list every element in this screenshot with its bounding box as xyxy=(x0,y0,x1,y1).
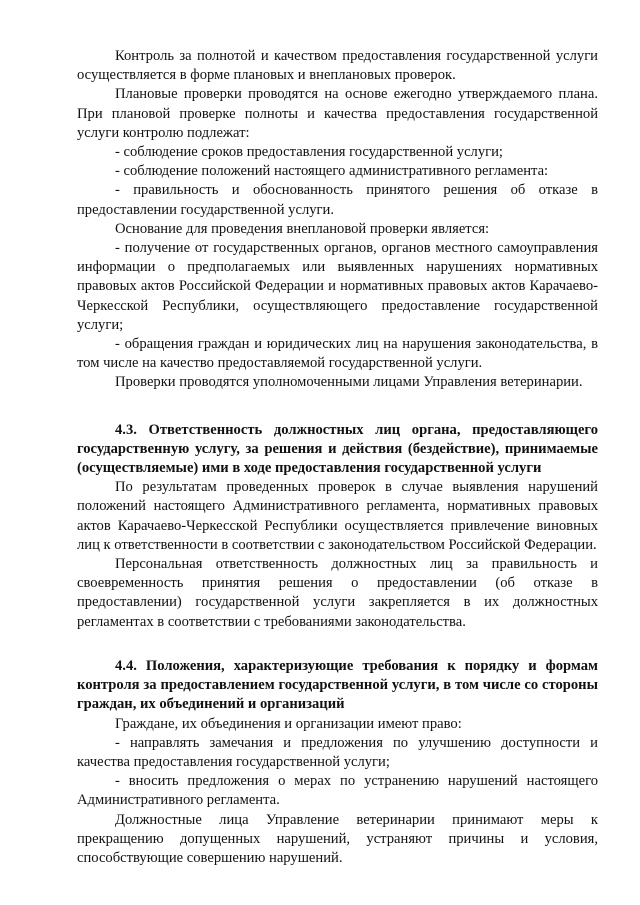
paragraph-inspectors: Проверки проводятся уполномоченными лицами Управления ветеринарии. xyxy=(115,374,583,391)
paragraph-citizen-rights: Граждане, их объединения и организации имеют право: xyxy=(115,715,462,732)
paragraph-planned-inspections: Плановые проверки проводятся на основе ежегодно утверждаемого плана. При плановой проверке полноты и качества предоставления государственной услуги контролю подлежат: xyxy=(77,86,598,141)
list-item-deadlines: - соблюдение сроков предоставления государственной услуги; xyxy=(115,144,503,161)
document-page xyxy=(77,47,598,868)
paragraph-inspection-results: По результатам проведенных проверок в случае выявления нарушений положений настоящего Административного регламента, нормативных правовых актов Карачаево-Черкесской Республики осуществляется привлечение виновных лиц к ответственности в соответствии с законодательством Российской Федерации. xyxy=(77,479,598,553)
section-heading-4-3: 4.3. Ответственность должностных лиц органа, предоставляющего государственную услугу, за решения и действия (бездействие), принимаемые (осуществляемые) ими в ходе предоставления государственной услуги xyxy=(77,421,598,477)
section-spacer xyxy=(77,393,598,421)
list-item-refusal-correctness: - правильность и обоснованность принятого решения об отказе в предоставлении государственной услуги. xyxy=(77,182,598,218)
paragraph-personal-responsibility: Персональная ответственность должностных лиц за правильность и своевременность принятия решения о предоставлении (об отказе в предоставлении) государственной услуги закрепляется в их должностных регламентах в соответствии с требованиями законодательства. xyxy=(77,556,598,630)
list-item-regulation-compliance: - соблюдение положений настоящего административного регламента: xyxy=(115,163,549,180)
list-item-information-received: - получение от государственных органов, органов местного самоуправления информации о предполагаемых или выявленных нарушениях нормативных правовых актов Российской Федерации и нормативных правовых актов Карачаево-Черкесской Республики, осуществляющего предоставление государственной услуги; xyxy=(77,240,598,333)
section-heading-4-4: 4.4. Положения, характеризующие требования к порядку и формам контроля за предоставлением государственной услуги, в том числе со стороны граждан, их объединений и организаций xyxy=(77,657,598,713)
list-item-citizen-complaints: - обращения граждан и юридических лиц на нарушения законодательства, в том числе на качество предоставляемой государственной услуги. xyxy=(77,336,598,372)
list-item-send-remarks: - направлять замечания и предложения по улучшению доступности и качества предоставления государственной услуги; xyxy=(77,734,598,770)
paragraph-control-forms: Контроль за полнотой и качеством предоставления государственной услуги осуществляется в форме плановых и внеплановых проверок. xyxy=(77,48,598,84)
section-spacer xyxy=(77,632,598,657)
list-item-submit-proposals: - вносить предложения о мерах по устранению нарушений настоящего Административного регламента. xyxy=(77,773,598,809)
paragraph-unplanned-basis: Основание для проведения внеплановой проверки является: xyxy=(115,220,490,237)
paragraph-officials-measures: Должностные лица Управление ветеринарии принимают меры к прекращению допущенных нарушений, устраняют причины и условия, способствующие совершению нарушений. xyxy=(77,811,598,866)
